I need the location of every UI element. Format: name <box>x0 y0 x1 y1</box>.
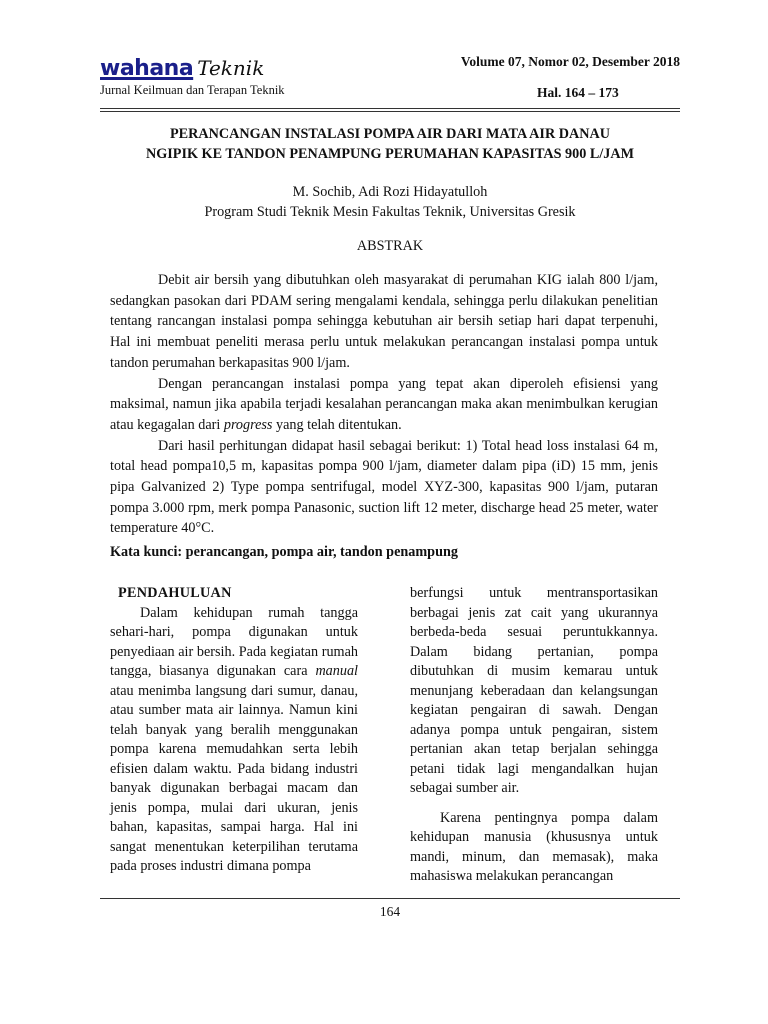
body-paragraph: Dalam kehidupan rumah tangga sehari-hari, pompa digunakan untuk penyediaan air bersih. Pada kegiatan rumah tangga, biasanya digunakan cara manual atau menimba langsung dari sumur, danau, atau sumber mata air lainnya. Namun kini telah banyak yang beralih menggunakan pompa karena memudahkan serta lebih efisien dalam waktu. Pada bidang industri banyak digunakan berbagai macam dan jenis pompa, mulai dari ukuran, jenis bahan, kapasitas, sampai harga. Hal ini sangat menentukan keterpilihan terutama pada proses industri dimana pompa <box>110 604 358 874</box>
journal-tagline: Jurnal Keilmuan dan Terapan Teknik <box>100 83 285 97</box>
logo-sub: Teknik <box>197 56 265 80</box>
abstract-paragraph: Dengan perancangan instalasi pompa yang tepat akan diperoleh efisiensi yang maksimal, namun jika apabila terjadi kesalahan perancangan maka akan menimbulkan kerugian atau kegagalan dari progress yang telah ditentukan. <box>110 375 658 433</box>
volume-info: Volume 07, Nomor 02, Desember 2018 <box>460 54 680 69</box>
author-block <box>100 182 680 222</box>
journal-logo <box>100 56 264 81</box>
keywords: Kata kunci: perancangan, pompa air, tandon penampung <box>110 544 458 560</box>
emphasis: progress <box>223 416 273 433</box>
abstract-paragraph: Dari hasil perhitungan didapat hasil sebagai berikut: 1) Total head loss instalasi 64 m, total head pompa10,5 m, kapasitas pompa 900 l/jam, diameter dalam pipa (iD) 15 mm, jenis pipa Galvanized 2) Type pompa sentrifugal, model XYZ-300, kapasitas 900 l/jam, putaran pompa 3.000 rpm, merk pompa Panasonic, suction lift 12 meter, discharge head 25 meter, water temperature 40°C. <box>110 437 658 537</box>
paper-title <box>100 124 680 164</box>
body-paragraph: berfungsi untuk mentransportasikan berbagai jenis zat cait yang ukurannya berbeda-beda sesuai peruntukkannya. Dalam bidang pertanian, pompa dibutuhkan di musim kemarau untuk menunjang keberadaan dan kelangsungan kegiatan pengairan di sawah. Dengan adanya pompa untuk pengairan, sistem pertanian akan tetap berjalan sehingga petani tidak lagi mengandalkan hujan sebagai sumber air. <box>410 585 658 796</box>
footer-divider <box>100 898 680 899</box>
emphasis: manual <box>315 663 358 679</box>
abstract-body <box>110 270 658 539</box>
affiliation: Program Studi Teknik Mesin Fakultas Teknik, Universitas Gresik <box>204 204 576 220</box>
abstract-heading: ABSTRAK <box>356 238 424 254</box>
body-column-left <box>110 584 358 877</box>
body-column-right <box>410 584 658 887</box>
title-line-1: PERANCANGAN INSTALASI POMPA AIR DARI MATA AIR DANAU <box>170 126 610 142</box>
section-heading: PENDAHULUAN <box>118 585 232 601</box>
header-divider <box>100 108 680 112</box>
authors: M. Sochib, Adi Rozi Hidayatulloh <box>292 184 488 200</box>
body-paragraph: Karena pentingnya pompa dalam kehidupan manusia (khususnya untuk mandi, minum, dan memasak), maka mahasiswa melakukan perancangan <box>410 809 658 884</box>
title-line-2: NGIPIK KE TANDON PENAMPUNG PERUMAHAN KAPASITAS 900 L/JAM <box>145 146 635 162</box>
page-number: 164 <box>379 904 401 919</box>
page-range: Hal. 164 – 173 <box>537 85 619 100</box>
logo-word: wahana <box>100 56 194 81</box>
journal-header <box>100 50 680 110</box>
abstract-paragraph: Debit air bersih yang dibutuhkan oleh masyarakat di perumahan KIG ialah 800 l/jam, sedangkan pasokan dari PDAM sering mengalami kendala, sehingga perlu dilakukan penelitian tentang rancangan instalasi pompa sehingga kebutuhan air bersih setiap hari dapat terpenuhi, Hal ini membuat peneliti merasa perlu untuk melakukan perancangan instalasi pompa untuk tandon perumahan berkapasitas 900 l/jam. <box>110 272 658 371</box>
